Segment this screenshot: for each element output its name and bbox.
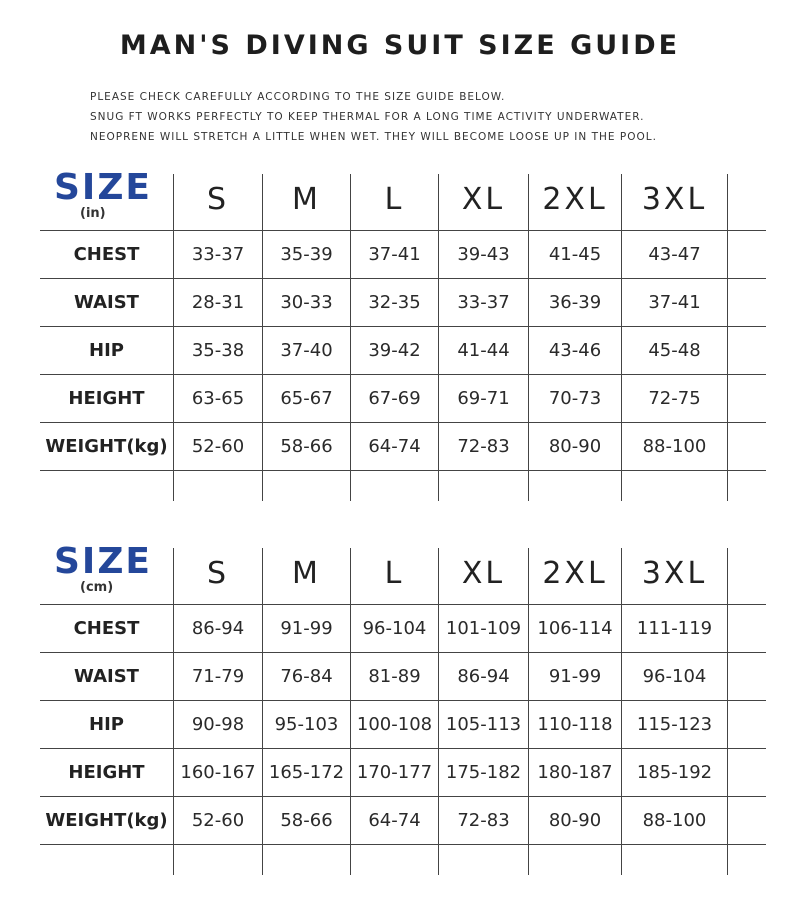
measure-value: 96-104 <box>642 666 707 687</box>
column-divider <box>438 701 439 748</box>
unit-label: (cm) <box>80 580 114 595</box>
measure-value: 88-100 <box>642 810 707 831</box>
column-divider <box>621 231 622 278</box>
column-divider <box>262 174 263 230</box>
column-divider <box>621 749 622 796</box>
measure-label: WAIST <box>74 292 139 313</box>
column-divider <box>528 605 529 652</box>
size-heading-word: SIZE <box>54 541 153 582</box>
table-row-height <box>40 749 766 797</box>
column-divider <box>173 605 174 652</box>
note-line: NEOPRENE WILL STRETCH A LITTLE WHEN WET. THEY WILL BECOME LOOSE UP IN THE POOL. <box>90 131 657 143</box>
column-divider <box>438 423 439 470</box>
column-divider <box>438 845 439 875</box>
size-header-3xl: 3XL <box>641 555 708 591</box>
measure-value: 165-172 <box>268 762 345 783</box>
column-divider <box>173 797 174 844</box>
column-divider <box>621 375 622 422</box>
measure-value: 64-74 <box>368 436 421 457</box>
column-divider <box>262 845 263 875</box>
measure-value: 63-65 <box>191 388 245 409</box>
column-divider <box>173 327 174 374</box>
column-divider <box>262 231 263 278</box>
measure-value: 52-60 <box>191 810 245 831</box>
column-divider <box>727 797 728 844</box>
measure-label: HIP <box>89 714 124 735</box>
measure-value: 52-60 <box>191 436 245 457</box>
measure-value: 76-84 <box>280 666 333 687</box>
measure-value: 72-83 <box>457 436 510 457</box>
measure-value: 90-98 <box>191 714 245 735</box>
column-divider <box>727 231 728 278</box>
column-divider <box>438 231 439 278</box>
column-divider <box>350 231 351 278</box>
size-heading <box>40 542 173 604</box>
column-divider <box>621 471 622 501</box>
measure-value: 110-118 <box>537 714 613 735</box>
column-divider <box>350 375 351 422</box>
table-row-waist <box>40 653 766 701</box>
measure-value: 37-41 <box>648 292 701 313</box>
measure-value: 72-83 <box>457 810 510 831</box>
column-divider <box>350 701 351 748</box>
column-divider <box>173 471 174 501</box>
table-header-row <box>40 168 766 231</box>
size-table-cm <box>40 542 766 875</box>
table-row-hip <box>40 327 766 375</box>
measure-value: 65-67 <box>280 388 333 409</box>
column-divider <box>621 327 622 374</box>
measure-label: HEIGHT <box>68 762 145 783</box>
size-guide-notes <box>90 87 657 147</box>
column-divider <box>528 375 529 422</box>
size-header-3xl: 3XL <box>641 181 708 217</box>
column-divider <box>528 749 529 796</box>
column-divider <box>528 174 529 230</box>
measure-value: 91-99 <box>280 618 333 639</box>
note-line: PLEASE CHECK CAREFULLY ACCORDING TO THE SIZE GUIDE BELOW. <box>90 91 506 103</box>
column-divider <box>350 605 351 652</box>
measure-value: 115-123 <box>636 714 713 735</box>
column-divider <box>173 701 174 748</box>
column-divider <box>528 797 529 844</box>
column-divider <box>438 375 439 422</box>
column-divider <box>528 423 529 470</box>
column-divider <box>621 174 622 230</box>
measure-value: 43-46 <box>548 340 602 361</box>
measure-value: 111-119 <box>636 618 713 639</box>
column-divider <box>173 653 174 700</box>
column-divider <box>173 231 174 278</box>
size-header-2xl: 2XL <box>542 181 608 217</box>
column-divider <box>621 279 622 326</box>
measure-value: 88-100 <box>642 436 707 457</box>
size-header-2xl: 2XL <box>542 555 608 591</box>
column-divider <box>350 279 351 326</box>
column-divider <box>438 279 439 326</box>
size-header-l: L <box>384 555 405 591</box>
column-divider <box>727 471 728 501</box>
column-divider <box>438 605 439 652</box>
table-header-row <box>40 542 766 605</box>
measure-value: 180-187 <box>537 762 613 783</box>
measure-value: 41-44 <box>457 340 510 361</box>
column-divider <box>262 471 263 501</box>
column-divider <box>438 749 439 796</box>
measure-value: 185-192 <box>636 762 713 783</box>
measure-value: 36-39 <box>548 292 602 313</box>
column-divider <box>350 327 351 374</box>
column-divider <box>438 327 439 374</box>
column-divider <box>350 845 351 875</box>
column-divider <box>528 279 529 326</box>
measure-value: 86-94 <box>191 618 245 639</box>
column-divider <box>528 845 529 875</box>
column-divider <box>262 605 263 652</box>
column-divider <box>621 701 622 748</box>
measure-value: 91-99 <box>548 666 602 687</box>
column-divider <box>528 327 529 374</box>
note-line: SNUG FT WORKS PERFECTLY TO KEEP THERMAL FOR A LONG TIME ACTIVITY UNDERWATER. <box>90 111 645 123</box>
measure-label: WEIGHT(kg) <box>45 436 168 457</box>
column-divider <box>438 548 439 604</box>
column-divider <box>621 423 622 470</box>
column-divider <box>350 797 351 844</box>
column-divider <box>350 749 351 796</box>
column-divider <box>438 174 439 230</box>
column-divider <box>621 548 622 604</box>
column-divider <box>438 797 439 844</box>
measure-value: 106-114 <box>537 618 613 639</box>
column-divider <box>727 653 728 700</box>
size-header-s: S <box>206 555 230 591</box>
measure-value: 30-33 <box>280 292 333 313</box>
measure-value: 100-108 <box>356 714 433 735</box>
column-divider <box>262 548 263 604</box>
measure-value: 160-167 <box>180 762 256 783</box>
column-divider <box>727 701 728 748</box>
column-divider <box>438 653 439 700</box>
measure-value: 37-41 <box>368 244 421 265</box>
measure-value: 170-177 <box>356 762 433 783</box>
measure-value: 45-48 <box>648 340 701 361</box>
measure-value: 72-75 <box>648 388 701 409</box>
table-row-waist <box>40 279 766 327</box>
table-row-empty <box>40 845 766 875</box>
column-divider <box>621 845 622 875</box>
table-row-hip <box>40 701 766 749</box>
column-divider <box>173 174 174 230</box>
size-header-m: M <box>292 555 321 591</box>
column-divider <box>727 375 728 422</box>
table-row-height <box>40 375 766 423</box>
column-divider <box>173 749 174 796</box>
column-divider <box>350 653 351 700</box>
column-divider <box>727 845 728 875</box>
measure-value: 101-109 <box>445 618 522 639</box>
column-divider <box>528 653 529 700</box>
size-table-inches <box>40 168 766 501</box>
measure-value: 43-47 <box>648 244 701 265</box>
column-divider <box>173 548 174 604</box>
column-divider <box>350 471 351 501</box>
measure-value: 41-45 <box>548 244 602 265</box>
measure-value: 33-37 <box>457 292 510 313</box>
measure-value: 58-66 <box>280 810 333 831</box>
table-row-chest <box>40 231 766 279</box>
measure-value: 81-89 <box>368 666 421 687</box>
column-divider <box>262 327 263 374</box>
column-divider <box>621 605 622 652</box>
size-header-s: S <box>206 181 230 217</box>
measure-value: 39-43 <box>457 244 510 265</box>
column-divider <box>528 701 529 748</box>
column-divider <box>262 797 263 844</box>
measure-value: 71-79 <box>191 666 245 687</box>
measure-label: HIP <box>89 340 124 361</box>
measure-value: 80-90 <box>548 436 602 457</box>
column-divider <box>262 653 263 700</box>
measure-value: 64-74 <box>368 810 421 831</box>
measure-value: 37-40 <box>280 340 333 361</box>
measure-value: 58-66 <box>280 436 333 457</box>
measure-value: 105-113 <box>445 714 522 735</box>
measure-value: 80-90 <box>548 810 602 831</box>
column-divider <box>262 375 263 422</box>
column-divider <box>727 423 728 470</box>
column-divider <box>528 231 529 278</box>
page-title: MAN'S DIVING SUIT SIZE GUIDE <box>119 30 681 61</box>
column-divider <box>262 423 263 470</box>
column-divider <box>727 749 728 796</box>
column-divider <box>173 423 174 470</box>
column-divider <box>262 279 263 326</box>
measure-value: 39-42 <box>368 340 421 361</box>
unit-label: (in) <box>80 206 106 221</box>
column-divider <box>528 548 529 604</box>
column-divider <box>173 375 174 422</box>
table-row-weight <box>40 423 766 471</box>
column-divider <box>350 423 351 470</box>
column-divider <box>727 174 728 230</box>
measure-value: 96-104 <box>362 618 427 639</box>
column-divider <box>173 845 174 875</box>
measure-value: 32-35 <box>368 292 421 313</box>
size-header-m: M <box>292 181 321 217</box>
measure-label: WEIGHT(kg) <box>45 810 168 831</box>
size-header-l: L <box>384 181 405 217</box>
column-divider <box>621 653 622 700</box>
column-divider <box>528 471 529 501</box>
column-divider <box>262 749 263 796</box>
table-row-empty <box>40 471 766 501</box>
column-divider <box>727 327 728 374</box>
measure-value: 67-69 <box>368 388 421 409</box>
measure-value: 175-182 <box>445 762 522 783</box>
column-divider <box>727 605 728 652</box>
size-header-xl: XL <box>461 555 506 591</box>
measure-value: 69-71 <box>457 388 510 409</box>
column-divider <box>262 701 263 748</box>
column-divider <box>173 279 174 326</box>
table-row-weight <box>40 797 766 845</box>
measure-value: 35-39 <box>280 244 333 265</box>
measure-value: 33-37 <box>191 244 245 265</box>
measure-label: CHEST <box>73 244 140 265</box>
measure-value: 35-38 <box>191 340 245 361</box>
column-divider <box>350 174 351 230</box>
size-header-xl: XL <box>461 181 506 217</box>
measure-label: HEIGHT <box>68 388 145 409</box>
measure-label: CHEST <box>73 618 140 639</box>
measure-value: 70-73 <box>548 388 602 409</box>
column-divider <box>727 279 728 326</box>
size-heading-word: SIZE <box>54 167 153 208</box>
measure-value: 95-103 <box>274 714 339 735</box>
size-heading <box>40 168 173 230</box>
table-row-chest <box>40 605 766 653</box>
column-divider <box>621 797 622 844</box>
measure-value: 28-31 <box>191 292 245 313</box>
column-divider <box>727 548 728 604</box>
column-divider <box>438 471 439 501</box>
measure-value: 86-94 <box>457 666 510 687</box>
measure-label: WAIST <box>74 666 139 687</box>
column-divider <box>350 548 351 604</box>
